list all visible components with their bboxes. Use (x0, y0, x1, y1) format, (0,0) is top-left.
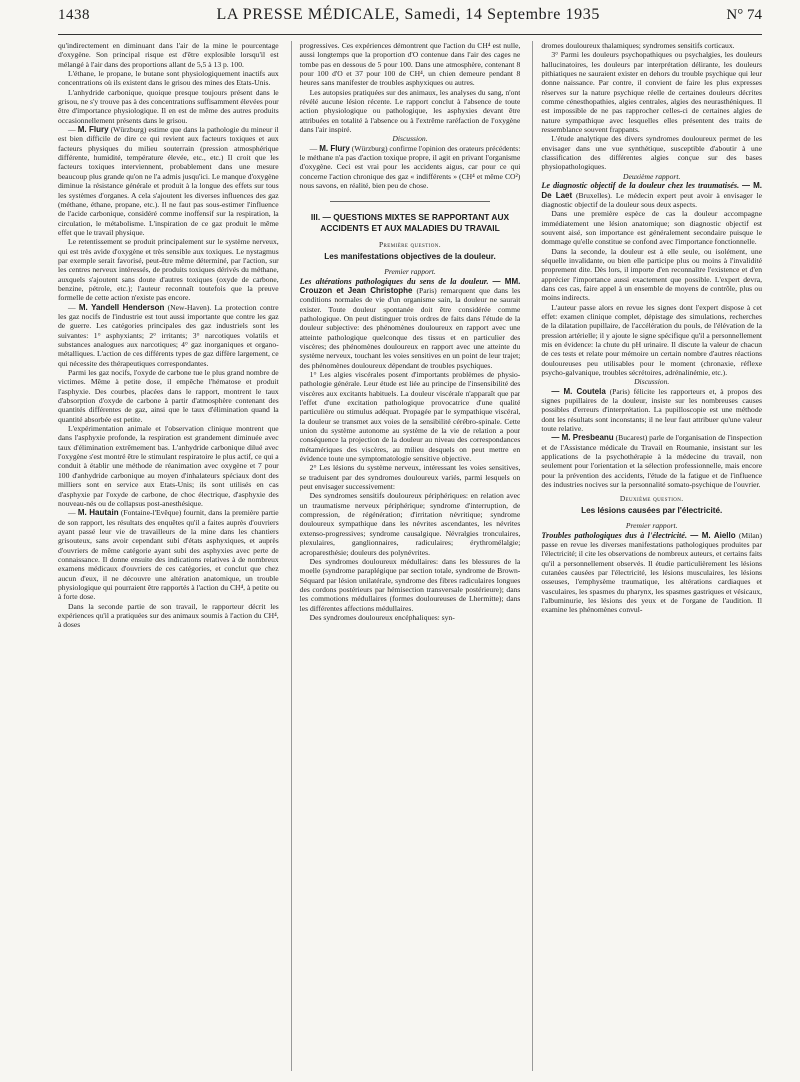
page-header (58, 6, 762, 35)
report-paragraph (541, 181, 762, 209)
paragraph: Dans la seconde, la douleur est à elle seule, ou isolément, une séquelle invalidante, ou bien elle participe plus ou moins à l'invalidité proprement dite. Dès lors, il importe d'en reconnaître l'existence et d'en apprécier l'importance aussi exactement que possible. L'expert devra, dans ces cas, faire appel à un ensemble de moyens de contrôle, plus ou moins indirects. (541, 246, 762, 303)
section-heading: III. — QUESTIONS MIXTES SE RAPPORTANT AUX ACCIDENTS ET AUX MALADIES DU TRAVAIL (310, 211, 510, 233)
report-lead: Le diagnostic objectif de la douleur chez les traumatisés. (541, 181, 740, 191)
question-title: Les manifestations objectives de la douleur. (324, 251, 496, 261)
report-label: Deuxième rapport. (622, 171, 681, 181)
paragraph: Le retentissement se produit principalement sur le système nerveux, qui est très avide d'oxygène et très sensible aux toxiques. Le nystagmus par exemple serait favorisé, peut-être même déterminé, par l'action, sur les centres nerveux intéressés, de produits toxiques dérivés du méthane, auxquels s'ajoutent sans doute d'autres toxiques (oxyde de carbone, benzine, pétrole, etc.); l'auteur reconnaît toutefois que la preuve formelle de cette action n'existe pas encore. (58, 237, 279, 303)
speaker-text: (Würzburg) estime que dans la pathologie du mineur il est bien difficile de dire ce qui revient aux facteurs toxiques et aux facteurs physiques du milieu souterrain (pression atmosphérique différente, humidité, température élevée, etc., etc.) Il croit que les facteurs toxiques interviennent, probablement dans une mesure beaucoup plus grande qu'on ne l'a admis jusqu'ici. Le manque d'oxygène diminue la résistance générale et produit à la longue des effets sur tous les systèmes d'organes. A cela s'ajoutent les diverses influences des gaz (méthane, éthane, propane, etc.). Il ne faut pas sous-estimer l'influence de l'acide carbonique, considéré comme inoffensif sur la respiration, la circulation, le métabolisme. L'inspiration de ce gaz produit le même effet que le travail physique. (58, 125, 279, 237)
paragraph: 2° Les lésions du système nerveux, intéressant les voies sensitives, se traduisent par des syndromes douloureux variés, parmi lesquels on peut envisager successivement: (299, 463, 521, 492)
speaker-paragraph: — M. Yandell Henderson (New-Haven). La protection contre les gaz nocifs de l'industrie est tout aussi importante que contre les gaz de guerre. Les catégories principales des gaz industriels sont les suivantes: 1° asphyxiants; 2° irritants; 3° narcotiques volatils et substances analogues aux narcotiques; 4° gaz inorganiques et organo-métalliques. L'action de ces différents types de gaz diffère largement, ce qui nécessite des thérapeutiques correspondantes. (58, 302, 279, 368)
speaker-paragraph: — M. Flury (Würzburg) confirme l'opinion des orateurs précédents: le méthane n'a pas d'action toxique propre, il agit en privant l'organisme d'oxygène. Ceci est vrai pour les accidents aigus, car pour ce qui concerne l'action chronique des gaz « indifférents » (CH⁴ et même CO²) nous savons, en réalité, bien peu de chose. (299, 143, 521, 191)
speaker-name: M. Yandell Henderson (78, 302, 165, 312)
report-text: (Paris) remarquent que dans les conditions normales de vie d'un organisme sain, la douleur ne saurait exister. Toute douleur spontanée doit être considérée comme pathologique. On peut distinguer trois ordres de faits dans l'étude de la douleur subjective: des phénomènes douloureux en rapport avec une atteinte pathologique quelconque des tissus et en particulier des viscères; des phénomènes douloureux en rapport avec une atteinte du système nerveux, touchant les voies sensitives en un point de leur trajet; des phénomènes douloureux dépendant de troubles psychiques. (299, 285, 521, 370)
report-lead: Troubles pathologiques dus à l'électricité. (541, 530, 687, 540)
journal-title: LA PRESSE MÉDICALE, Samedi, 14 Septembre 1935 (216, 6, 600, 23)
speaker-name: M. Hautain (77, 508, 119, 518)
report-text: (Milan) passe en revue les diverses manifestations pathologiques produites par l'électricité; il cite les observations de nombreux auteurs, et certains faits qu'il a personnellement observés. Il étudie particulièrement les lésions cutanées causées par l'électricité, les lésions musculaires, les lésions osseuses, l'emphysème traumatique, les altérations cardiaques et vasculaires, les spasmes du pharynx, les spasmes gastriques et vésicaux, l'albuminurie, les lésions des yeux et de l'organe de l'audition. Il examine les phénomènes convul- (541, 530, 762, 615)
speaker-paragraph (541, 433, 762, 489)
paragraph: Des syndromes douloureux encéphaliques: syn- (309, 612, 455, 622)
column-2 (291, 41, 521, 1071)
report-paragraph (541, 531, 762, 615)
report-text: (Bruxelles). Le médecin expert peut avoir à envisager le diagnostic objectif de la douleur sous deux aspects. (541, 190, 762, 209)
report-lead: Les altérations pathologiques du sens de la douleur. (299, 276, 489, 286)
paragraph: 3° Parmi les douleurs psychopathiques ou psychalgies, les douleurs hallucinatoires, les douleurs par interprétation délirante, les douleurs pithiatiques ne sauraient exister en dehors du trouble psychique qui leur donne naissance. Par contre, il convient de faire les plus expresses réserves sur la nature psychique réelle de certaines douleurs décrites comme cénesthopathies, algies centrales, algies des neurasthéniques. Il est impossible de ne pas rapprocher celles-ci de certaines algies de nature sympathique avec lesquelles elles présentent des traits de ressemblance souvent frappants. (541, 50, 762, 135)
paragraph: Les autopsies pratiquées sur des animaux, les analyses du sang, n'ont révélé aucune lésion récente. Le rapport conclut à l'absence de toute action physiologique ou pathologique, les asphyxies devant être attribuées en totalité à l'absence ou à l'extrême raréfaction de l'oxygène dans l'air inspiré. (299, 87, 521, 135)
discussion-heading: Discussion. (392, 134, 428, 144)
section-divider (330, 201, 491, 202)
report-authors: — M. De Laet (541, 181, 762, 200)
report-paragraph (300, 277, 521, 370)
paragraph: L'étude analytique des divers syndromes douloureux permet de les envisager dans une vue synthétique, susceptible d'aboutir à une classification des différentes algies conçue sur des bases physiopathologiques. (541, 134, 762, 172)
speaker-name: — M. Coutela (551, 386, 606, 396)
paragraph: Dans une première espèce de cas la douleur accompagne immédiatement une lésion anatomique; son diagnostic objectif est souvent aisé, son importance est généralement secondaire puisque le dommage qu'elle constitue se confond avec l'importance fonctionnelle. (541, 209, 762, 247)
question-label: Deuxième question. (619, 493, 684, 503)
speaker-text: (Fontaine-l'Evêque) fournit, dans la première partie de son rapport, les résultats des enquêtes qu'il a faites auprès d'ouvriers ayant passé leur vie de travailleurs de la mine dans les chantiers grisouteux, sans avoir cependant subi d'états asphyxiques, et auprès d'ouvriers de même catégorie ayant subi des asphyxies avec perte de connaissance. Il donne ensuite des indications relatives à de nombreux examens médicaux d'ouvriers de ces catégories, et conclut que chez aucun d'eux, il ne découvre une altération anatomique, un trouble physiologique qui pourraient être rapportés à l'action du CH⁴, à petite ou à forte dose. (58, 508, 279, 602)
question-label: Première question. (379, 239, 441, 249)
paragraph: Parmi les gaz nocifs, l'oxyde de carbone tue le plus grand nombre de victimes. Même à petite dose, il empêche l'hématose et produit l'asphyxie. Des courbes, placées dans le rapport, montrent le taux d'absorption d'oxyde de carbone à partir d'atmosphère contenant des quantités différentes de gaz, ainsi que le taux d'élimination quand la quantité absorbée est petite. (58, 368, 279, 424)
speaker-paragraph: — M. Flury (Würzburg) estime que dans la pathologie du mineur il est bien difficile de dire ce qui revient aux facteurs toxiques et aux facteurs physiques du milieu souterrain (pression atmosphérique différente, humidité, température élevée, etc., etc.) Il croit que les facteurs toxiques interviennent, probablement dans une mesure beaucoup plus grande qu'on ne l'a admis jusqu'ici. Le manque d'oxygène diminue la résistance générale et produit à la longue des effets sur tous les systèmes d'organes. A cela s'ajoutent les diverses influences des gaz (méthane, éthane, propane, etc.). Il ne faut pas sous-estimer l'influence de l'acide carbonique, considéré comme inoffensif sur la respiration, la circulation, le métabolisme. L'inspiration de ce gaz produit le même effet que le travail physique. (58, 125, 279, 237)
paragraph: L'éthane, le propane, le butane sont physiologiquement inactifs aux concentrations où ils existent dans le grisou des mines des Etats-Unis. (58, 69, 279, 88)
report-label: Premier rapport. (384, 267, 436, 277)
speaker-name: — M. Presbeanu (551, 433, 614, 443)
paragraph: Dans la seconde partie de son travail, le rapporteur décrit les expériences qu'il a pratiquées sur des animaux soumis à l'action du CH⁴, à doses (58, 601, 279, 630)
page-number: 1438 (58, 7, 90, 23)
paragraph: Des syndromes douloureux médullaires: dans les blessures de la moelle (syndrome paraplégique par section totale, syndrome de Brown-Séquard par lésion unilatérale, syndrome des fibres radiculaires longues des cordons postérieurs par hémisection transversale postérieure); dans les commotions médullaires (formes douloureuses de Lhermitte); dans les différentes affections médullaires. (299, 556, 521, 613)
discussion-heading: Discussion. (634, 377, 670, 387)
column-3 (532, 41, 762, 1071)
paragraph: Des syndromes sensitifs douloureux périphériques: en relation avec un traumatisme nerveux périphérique; syndrome d'interruption, de compression, de régénération; d'irritation névritique; syndrome douloureux sympathique dans les névrites ascendantes, les névrites extenso-progressives; syndrome causalgique. Névralgies tronculaires, plexulaires, ganglionnaires, radiculaires; érythromélalgie; acroparesthésie; douleurs des polynévrites. (299, 491, 521, 557)
report-label: Premier rapport. (625, 521, 678, 531)
paragraph: qu'indirectement en diminuant dans l'air de la mine le pourcentage d'oxygène. Son principal risque est d'être explosible lorsqu'il est mélangé à l'air dans des proportions allant de 5,5 à 13 p. 100. (58, 41, 279, 69)
paragraph: 1° Les algies viscérales posent d'importants problèmes de physio-pathologie générale. Leur étude est liée au principe de l'insensibilité des viscères aux excitants habituels. La douleur viscérale n'apparaît que par l'effet d'une excitation pathologique provocatrice d'une qualité particulière ou stimulus adéquat. Propagée par le sympathique viscéral, la douleur se transmet aux voies de la sensibilité cérébro-spinale. Cette union du système autonome au système de la vie de relation a pour conséquence la projection de la douleur au niveau des correspondances métamériques des viscères, au milieu desquels on peut mettre en évidence toute une symptomatologie sensitive objective. (299, 369, 521, 464)
paragraph: dromes douloureux thalamiques; syndromes sensitifs corticaux. (541, 41, 735, 50)
speaker-text: (Würzburg) confirme l'opinion des orateurs précédents: le méthane n'a pas d'action toxique propre, il agit en privant l'organisme d'oxygène. Ceci est vrai pour les accidents aigus, car pour ce qui concerne l'action chronique des gaz « indifférents » (CH⁴ et même CO²) nous savons, en réalité, bien peu de chose. (299, 143, 521, 191)
report-authors: — MM. Crouzon et Jean Christophe (299, 276, 521, 295)
speaker-text: (Paris) félicite les rapporteurs et, à propos des signes pupillaires de la douleur, insiste sur les nombreuses causes possibles d'erreurs d'interprétation. La pupilloscopie est une méthode dont les résultats sont inconstants; il ne leur faut attribuer qu'une valeur toute relative. (541, 386, 762, 434)
paragraph: L'expérimentation animale et l'observation clinique montrent que dans l'asphyxie profonde, la respiration est grandement diminuée avec taux d'élimination extrêmement bas. L'anhydride carbonique dilué avec l'oxygène s'est montré être le stimulant respiratoire le plus actif, ce qui a conduit à établir une méthode de réanimation avec oxygène et 7 pour 100 d'anhydride carbonique au moyen d'inhalateurs spéciaux dont des milliers sont en service aux Etats-Unis; ils sont utilisés en cas d'asphyxie par l'oxyde de carbone, de choc électrique, d'asphyxie des nouveau-nés ou de collapsus post-anesthésique. (58, 424, 279, 508)
column-1 (58, 41, 279, 1071)
paragraph: progressives. Ces expériences démontrent que l'action du CH⁴ est nulle, aussi longtemps que la proportion d'O contenue dans l'air des cages ne tombe pas en dessous de 5 pour 100. Dans une atmosphère, contenant 8 pour 100 d'O et 37 pour 100 de CH⁴, un chien demeure pendant 8 heures sans manifester de troubles asphyxiques ou autres. (299, 41, 521, 88)
issue-number: N° 74 (726, 7, 762, 23)
report-authors: — M. Aiello (690, 530, 736, 540)
article-columns (58, 41, 762, 1071)
speaker-text: (Bucarest) parle de l'organisation de l'inspection et de l'Assistance médicale du Travail en Roumanie, insistant sur les applications de la psychothérapie à la médecine du travail, non seulement pour l'orientation et la sélection professionnelle, mais encore pour la prévention des accidents, l'étude de la fatigue et de l'influence des industries nocives sur la personnalité somato-psychique de l'ouvrier. (541, 433, 762, 490)
speaker-paragraph (541, 387, 762, 434)
speaker-paragraph: — M. Hautain (Fontaine-l'Evêque) fournit, dans la première partie de son rapport, les résultats des enquêtes qu'il a faites auprès d'ouvriers ayant passé leur vie de travailleurs de la mine dans les chantiers grisouteux, sans avoir cependant subi d'états asphyxiques, et auprès d'ouvriers de même catégorie ayant subi des asphyxies avec perte de connaissance. Il donne ensuite des indications relatives à de nombreux examens médicaux d'ouvriers de ces catégories, et conclut que chez aucun d'eux, il ne découvre une altération anatomique, un trouble physiologique qui pourraient être rapportés à l'action du CH⁴, à petite ou à forte dose. (58, 508, 279, 602)
speaker-name: M. Flury (319, 143, 350, 153)
paragraph: L'auteur passe alors en revue les signes dont l'expert dispose à cet effet: examen clinique complet, dépistage des simulations, recherches de la dilatation pupillaire, de l'accélération du pouls, de l'élévation de la pression artérielle; il y ajoute le signe spécifique qu'il a personnellement mis en évidence: la chute du pH urinaire. Il discute la valeur de chacun de ces tests et relate pour mémoire un certain nombre d'autres réactions douloureuses peu utilisables pour le moment (chronaxie, réflexe psycho-galvanique, troubles sécrétoires, adrénalinémie, etc.). (541, 302, 762, 378)
question-title: Les lésions causées par l'électricité. (581, 505, 723, 515)
paragraph: L'anhydride carbonique, quoique presque toujours présent dans le grisou, ne s'y trouve pas à des concentrations suffisamment élevées pour être d'importance physiologique. Il en est de même des autres produits occasionnellement présents dans le grisou. (58, 87, 279, 125)
speaker-name: M. Flury (77, 125, 109, 135)
speaker-text: (New-Haven). La protection contre les gaz nocifs de l'industrie est tout aussi importante que contre les gaz de guerre. Les catégories principales des gaz industriels sont les suivantes: 1° asphyxiants; 2° irritants; 3° narcotiques volatils et substances analogues aux narcotiques; 4° gaz inorganiques et organo-métalliques. L'action de ces différents types de gaz diffère largement, ce qui nécessite des thérapeutiques correspondantes. (58, 302, 279, 368)
